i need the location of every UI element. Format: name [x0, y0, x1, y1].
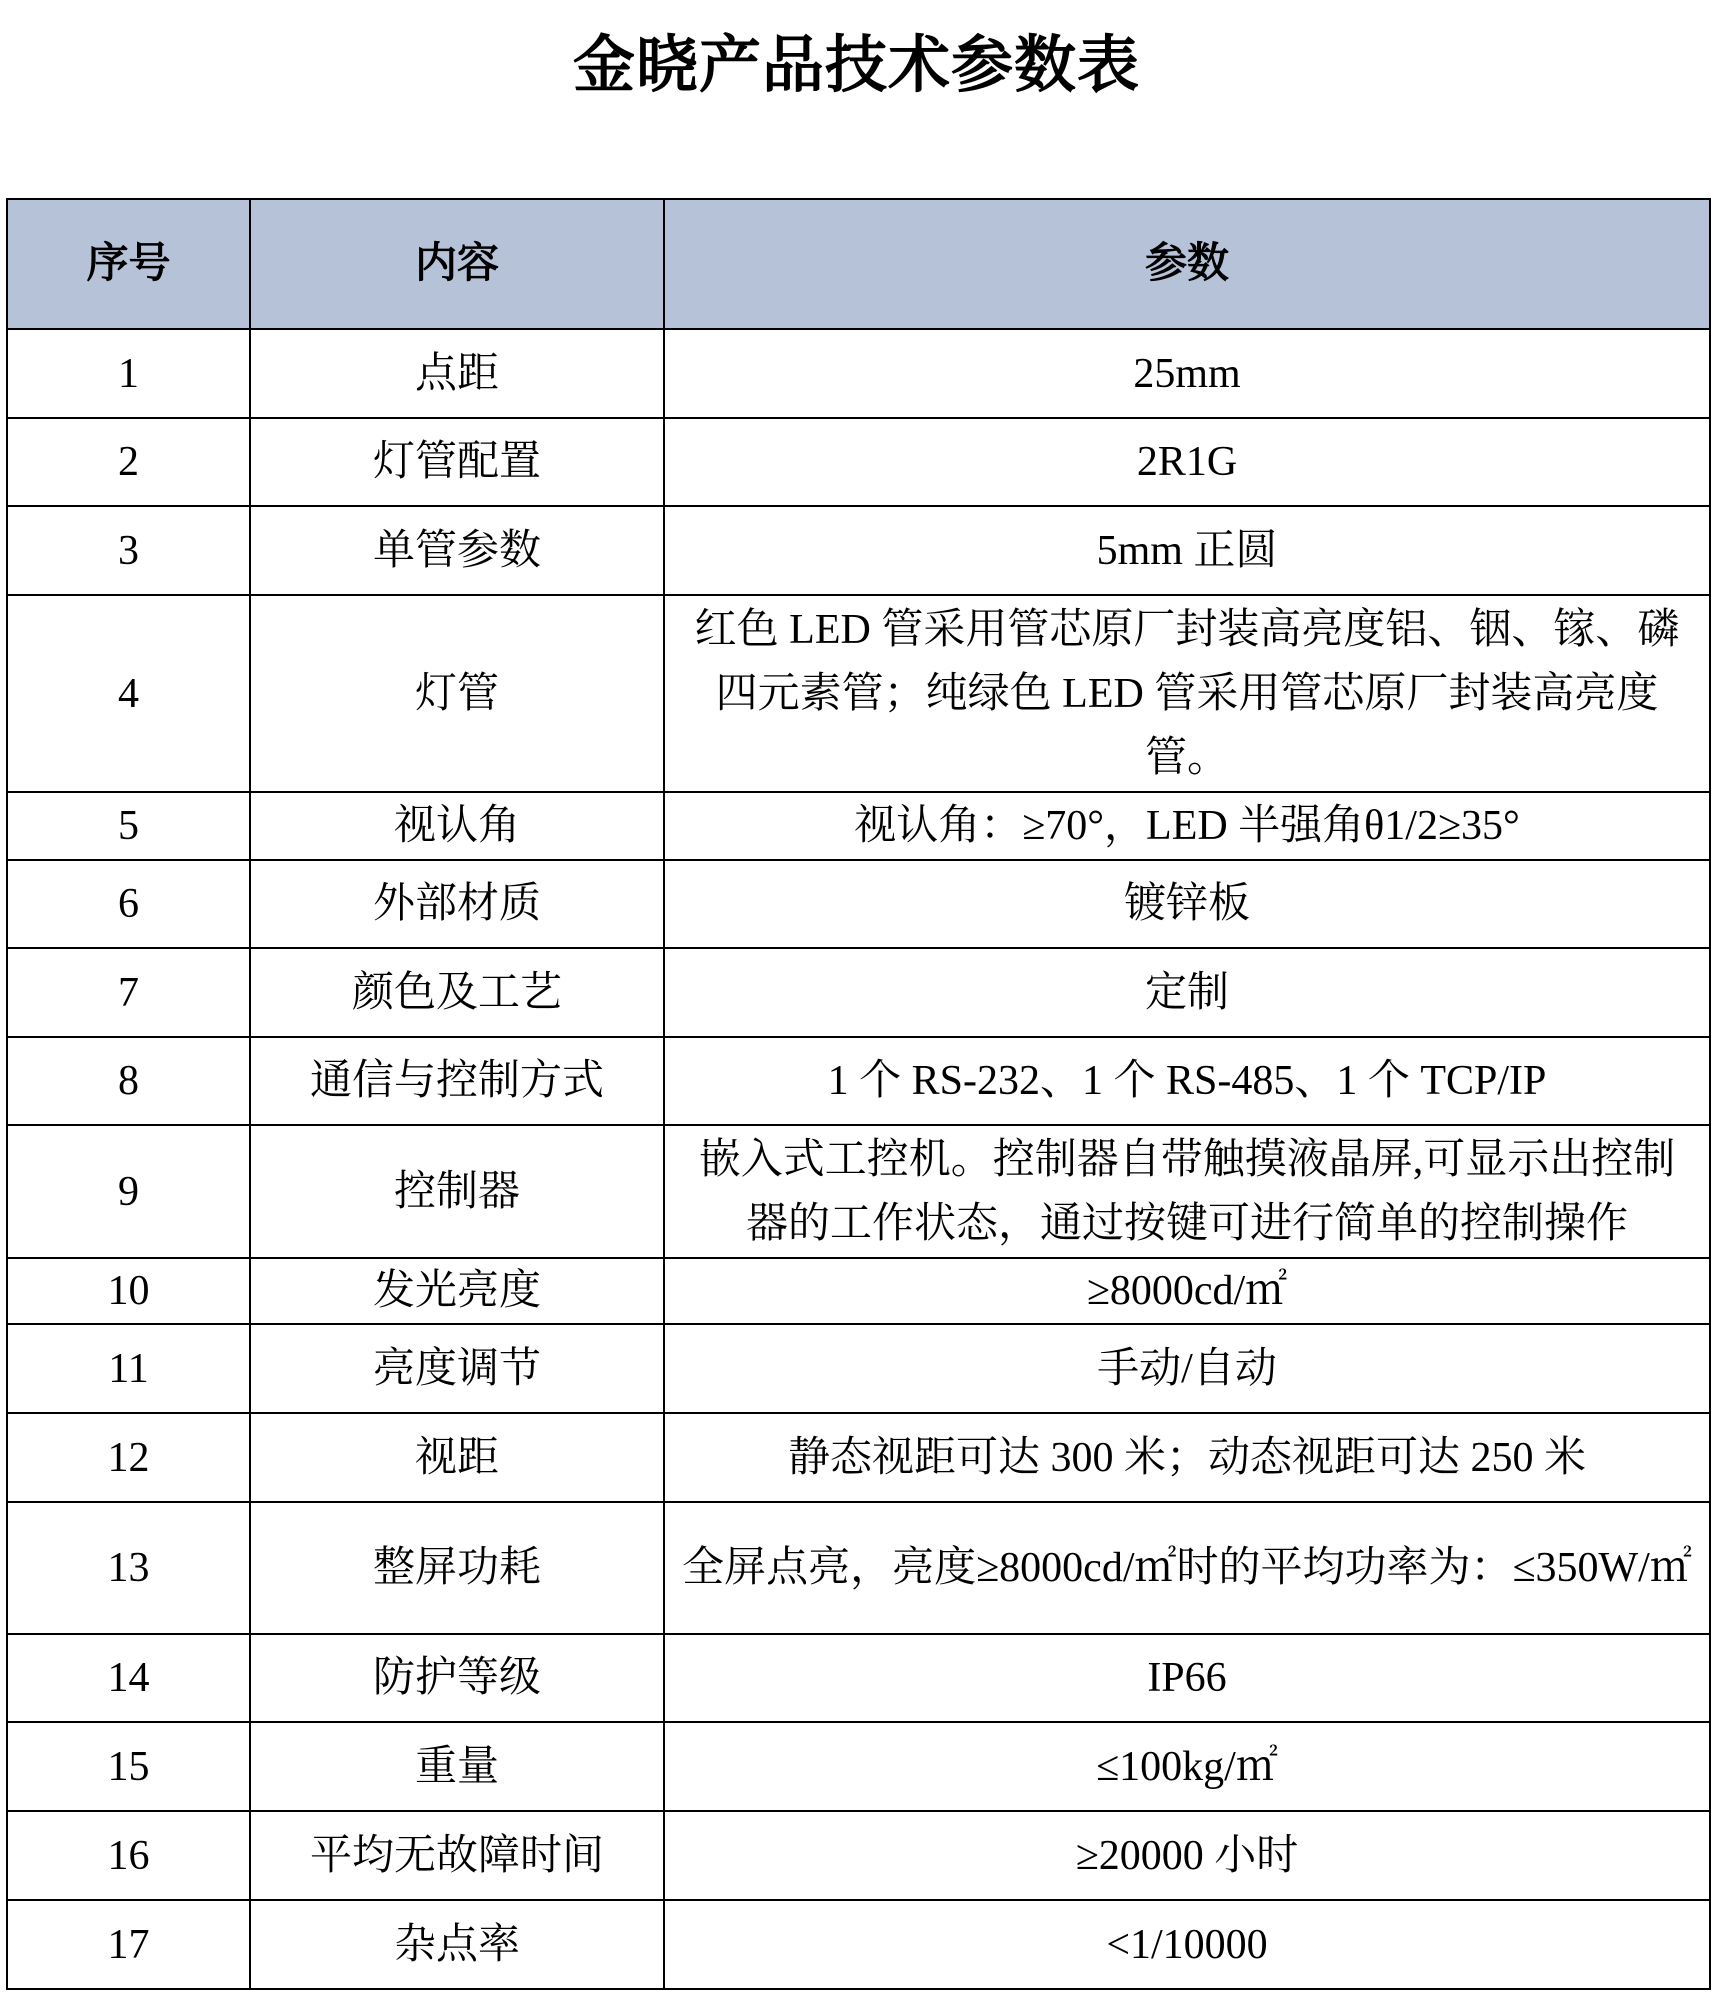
table-row — [7, 1722, 1710, 1811]
row-item-cell: 视认角 — [250, 792, 664, 860]
row-value-cell: 视认角：≥70°，LED 半强角θ1/2≥35° — [664, 792, 1710, 860]
row-item-cell: 颜色及工艺 — [250, 948, 664, 1037]
table-row — [7, 506, 1710, 595]
row-value-cell: <1/10000 — [664, 1900, 1710, 1989]
row-number-cell: 16 — [7, 1811, 250, 1900]
table-row — [7, 1900, 1710, 1989]
row-item-cell: 发光亮度 — [250, 1258, 664, 1324]
row-number-cell: 13 — [7, 1502, 250, 1634]
row-number-cell: 11 — [7, 1324, 250, 1413]
table-row — [7, 948, 1710, 1037]
row-item-cell: 灯管配置 — [250, 418, 664, 506]
row-number-cell: 6 — [7, 860, 250, 948]
row-item-cell: 平均无故障时间 — [250, 1811, 664, 1900]
row-number-cell: 10 — [7, 1258, 250, 1324]
row-number-cell: 14 — [7, 1634, 250, 1722]
row-value-cell: 定制 — [664, 948, 1710, 1037]
table-row — [7, 1502, 1710, 1634]
row-value-cell: 2R1G — [664, 418, 1710, 506]
table-row — [7, 1634, 1710, 1722]
row-number-cell: 15 — [7, 1722, 250, 1811]
row-number-cell: 12 — [7, 1413, 250, 1502]
table-body — [7, 329, 1710, 1989]
row-number-cell: 1 — [7, 329, 250, 418]
row-number-cell: 3 — [7, 506, 250, 595]
header-number: 序号 — [7, 199, 250, 329]
row-number-cell: 5 — [7, 792, 250, 860]
row-item-cell: 点距 — [250, 329, 664, 418]
table-row — [7, 792, 1710, 860]
table-row — [7, 595, 1710, 792]
row-value-cell: 镀锌板 — [664, 860, 1710, 948]
row-number-cell: 7 — [7, 948, 250, 1037]
row-item-cell: 控制器 — [250, 1125, 664, 1258]
row-item-cell: 杂点率 — [250, 1900, 664, 1989]
table-row — [7, 1324, 1710, 1413]
row-value-cell: ≥20000 小时 — [664, 1811, 1710, 1900]
row-number-cell: 2 — [7, 418, 250, 506]
header-value: 参数 — [664, 199, 1710, 329]
row-value-cell: 嵌入式工控机。控制器自带触摸液晶屏,可显示出控制器的工作状态，通过按键可进行简单的控制操作 — [664, 1125, 1710, 1258]
table-row — [7, 329, 1710, 418]
row-value-cell: 全屏点亮，亮度≥8000cd/㎡时的平均功率为：≤350W/㎡ — [664, 1502, 1710, 1634]
table-row — [7, 1037, 1710, 1125]
row-value-cell: 红色 LED 管采用管芯原厂封装高亮度铝、铟、镓、磷四元素管；纯绿色 LED 管采用管芯原厂封装高亮度管。 — [664, 595, 1710, 792]
page-title: 金晓产品技术参数表 — [572, 32, 1140, 100]
table-row — [7, 1125, 1710, 1258]
row-item-cell: 重量 — [250, 1722, 664, 1811]
row-item-cell: 视距 — [250, 1413, 664, 1502]
row-number-cell: 8 — [7, 1037, 250, 1125]
row-item-cell: 防护等级 — [250, 1634, 664, 1722]
row-value-cell: 静态视距可达 300 米；动态视距可达 250 米 — [664, 1413, 1710, 1502]
row-number-cell: 4 — [7, 595, 250, 792]
table-row — [7, 1258, 1710, 1324]
row-item-cell: 通信与控制方式 — [250, 1037, 664, 1125]
spec-table — [6, 198, 1711, 1990]
row-value-cell: 5mm 正圆 — [664, 506, 1710, 595]
row-number-cell: 17 — [7, 1900, 250, 1989]
header-item: 内容 — [250, 199, 664, 329]
row-number-cell: 9 — [7, 1125, 250, 1258]
row-item-cell: 整屏功耗 — [250, 1502, 664, 1634]
row-value-cell: ≥8000cd/㎡ — [664, 1258, 1710, 1324]
row-item-cell: 灯管 — [250, 595, 664, 792]
table-header — [7, 199, 1710, 329]
table-row — [7, 418, 1710, 506]
row-value-cell: ≤100kg/㎡ — [664, 1722, 1710, 1811]
row-value-cell: 1 个 RS-232、1 个 RS-485、1 个 TCP/IP — [664, 1037, 1710, 1125]
row-item-cell: 外部材质 — [250, 860, 664, 948]
table-row — [7, 860, 1710, 948]
row-item-cell: 单管参数 — [250, 506, 664, 595]
table-row — [7, 1413, 1710, 1502]
row-value-cell: IP66 — [664, 1634, 1710, 1722]
row-value-cell: 手动/自动 — [664, 1324, 1710, 1413]
header-row — [7, 199, 1710, 329]
table-row — [7, 1811, 1710, 1900]
row-item-cell: 亮度调节 — [250, 1324, 664, 1413]
row-value-cell: 25mm — [664, 329, 1710, 418]
